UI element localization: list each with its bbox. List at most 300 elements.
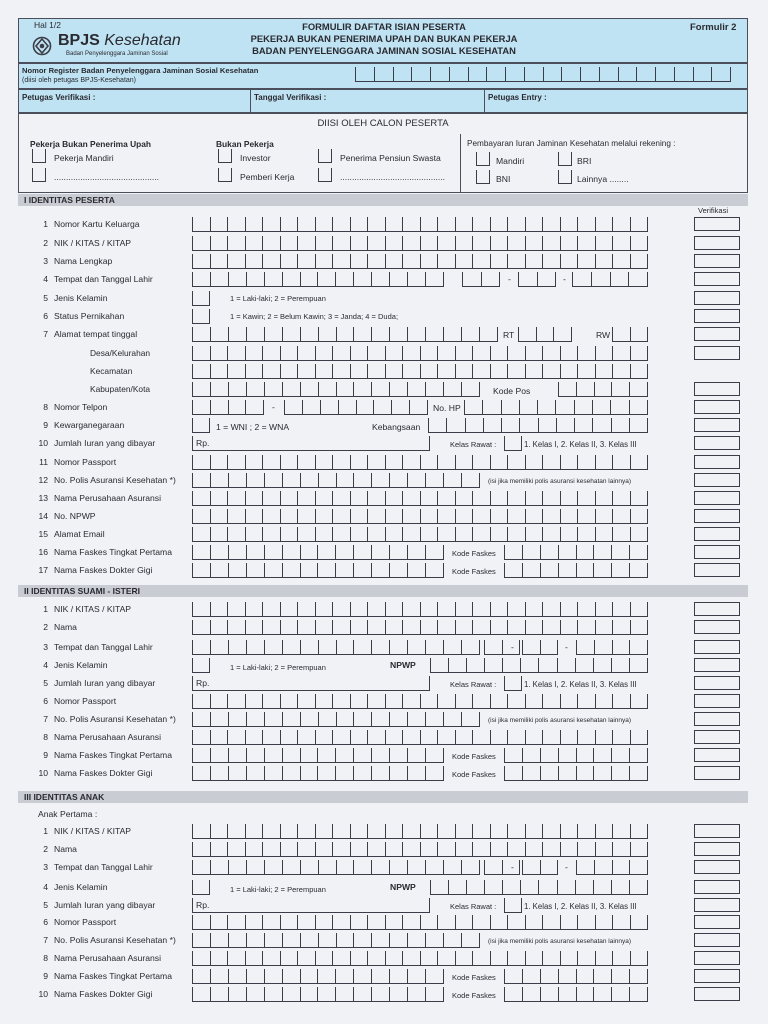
digit-cell[interactable]: [560, 509, 578, 523]
digit-cell[interactable]: [192, 563, 210, 577]
digit-cell[interactable]: [630, 509, 649, 523]
digit-cell[interactable]: [507, 602, 525, 616]
digit-cell[interactable]: [227, 254, 245, 268]
digit-cell[interactable]: [282, 712, 300, 726]
digit-cell[interactable]: [280, 254, 298, 268]
verifikasi-box[interactable]: [694, 824, 740, 838]
digit-cell[interactable]: [630, 824, 649, 838]
digit-cell[interactable]: [522, 748, 540, 762]
digit-cell[interactable]: [425, 563, 444, 577]
digit-cell[interactable]: [540, 640, 559, 654]
digit-cell[interactable]: [466, 880, 484, 894]
digit-cell[interactable]: [297, 824, 315, 838]
digit-cell[interactable]: [210, 842, 228, 856]
digit-cell[interactable]: [630, 254, 649, 268]
tanggal-month-cells[interactable]: [522, 640, 558, 655]
digit-cell[interactable]: [465, 418, 483, 432]
digit-cell[interactable]: [367, 364, 385, 378]
digit-cell[interactable]: [315, 620, 333, 634]
digit-cell[interactable]: [227, 527, 245, 541]
digit-cell[interactable]: [420, 824, 438, 838]
digit-cell[interactable]: [558, 748, 576, 762]
digit-cell[interactable]: [353, 640, 371, 654]
digit-cell[interactable]: [593, 987, 611, 1001]
digit-cell[interactable]: [297, 527, 315, 541]
digit-cell[interactable]: [472, 217, 490, 231]
digit-cell[interactable]: [371, 563, 389, 577]
digit-cell[interactable]: [448, 880, 466, 894]
digit-cell[interactable]: [553, 327, 572, 341]
digit-cell[interactable]: [437, 346, 455, 360]
digit-cell[interactable]: [455, 730, 473, 744]
digit-cell[interactable]: [353, 327, 371, 341]
digit-cell[interactable]: [591, 272, 610, 286]
digit-cell[interactable]: [385, 730, 403, 744]
digit-cell[interactable]: [367, 509, 385, 523]
digit-cell[interactable]: [353, 473, 371, 487]
digit-cell[interactable]: [629, 860, 648, 874]
digit-cell[interactable]: [371, 382, 389, 396]
digit-cell[interactable]: [227, 824, 245, 838]
kelas-rawat-cell[interactable]: [504, 436, 522, 451]
digit-cell[interactable]: [385, 694, 403, 708]
digit-cell[interactable]: [612, 327, 630, 341]
digit-cell[interactable]: [560, 527, 578, 541]
passport-cells[interactable]: [192, 694, 648, 709]
digit-cell[interactable]: [420, 730, 438, 744]
digit-cell[interactable]: [371, 327, 389, 341]
digit-cell[interactable]: [407, 563, 425, 577]
digit-cell[interactable]: [630, 730, 649, 744]
digit-cell[interactable]: [210, 272, 228, 286]
kode-faskes-cells[interactable]: [504, 987, 648, 1002]
register-number-cells[interactable]: [355, 67, 731, 82]
digit-cell[interactable]: [264, 327, 282, 341]
digit-cell[interactable]: [437, 254, 455, 268]
digit-cell[interactable]: [558, 766, 576, 780]
digit-cell[interactable]: [315, 254, 333, 268]
digit-cell[interactable]: [389, 860, 407, 874]
digit-cell[interactable]: [490, 951, 508, 965]
digit-cell[interactable]: [300, 748, 318, 762]
digit-cell[interactable]: [519, 400, 537, 414]
digit-cell[interactable]: [455, 915, 473, 929]
digit-cell[interactable]: [490, 915, 508, 929]
tanggal-year-cells[interactable]: [572, 272, 648, 287]
digit-cell[interactable]: [629, 987, 648, 1001]
digit-cell[interactable]: [262, 217, 280, 231]
digit-cell[interactable]: [227, 620, 245, 634]
digit-cell[interactable]: [425, 327, 443, 341]
digit-cell[interactable]: [504, 898, 522, 912]
tempat-lahir-cells[interactable]: [192, 640, 480, 655]
digit-cell[interactable]: [402, 951, 420, 965]
digit-cell[interactable]: [504, 545, 522, 559]
verifikasi-box[interactable]: [694, 473, 740, 487]
digit-cell[interactable]: [630, 217, 649, 231]
digit-cell[interactable]: [437, 217, 455, 231]
bank-mandiri-checkbox[interactable]: [476, 152, 490, 166]
digit-cell[interactable]: [437, 527, 455, 541]
digit-cell[interactable]: [611, 658, 629, 672]
digit-cell[interactable]: [210, 766, 228, 780]
digit-cell[interactable]: [315, 951, 333, 965]
digit-cell[interactable]: [575, 880, 593, 894]
digit-cell[interactable]: [262, 527, 280, 541]
digit-cell[interactable]: [280, 491, 298, 505]
digit-cell[interactable]: [522, 860, 540, 874]
digit-cell[interactable]: [210, 236, 228, 250]
kartu-keluarga-cells[interactable]: [192, 217, 648, 232]
digit-cell[interactable]: [282, 987, 300, 1001]
digit-cell[interactable]: [560, 455, 578, 469]
digit-cell[interactable]: [443, 473, 461, 487]
npwp-cells[interactable]: [430, 658, 648, 673]
digit-cell[interactable]: [490, 694, 508, 708]
digit-cell[interactable]: [192, 364, 210, 378]
digit-cell[interactable]: [630, 915, 649, 929]
pekerja-mandiri-checkbox[interactable]: [32, 149, 46, 163]
digit-cell[interactable]: [425, 473, 443, 487]
digit-cell[interactable]: [542, 951, 560, 965]
digit-cell[interactable]: [336, 640, 354, 654]
digit-cell[interactable]: [318, 640, 336, 654]
digit-cell[interactable]: [318, 327, 336, 341]
nik-cells[interactable]: [192, 602, 648, 617]
digit-cell[interactable]: [525, 491, 543, 505]
verifikasi-box[interactable]: [694, 254, 740, 268]
digit-cell[interactable]: [540, 748, 558, 762]
verifikasi-box[interactable]: [694, 491, 740, 505]
digit-cell[interactable]: [227, 217, 245, 231]
digit-cell[interactable]: [595, 527, 613, 541]
digit-cell[interactable]: [335, 272, 353, 286]
digit-cell[interactable]: [502, 658, 520, 672]
verifikasi-box[interactable]: [694, 236, 740, 250]
digit-cell[interactable]: [350, 509, 368, 523]
digit-cell[interactable]: [262, 915, 280, 929]
digit-cell[interactable]: [507, 620, 525, 634]
digit-cell[interactable]: [332, 491, 350, 505]
verifikasi-box[interactable]: [694, 346, 740, 360]
verifikasi-box[interactable]: [694, 527, 740, 541]
digit-cell[interactable]: [595, 620, 613, 634]
digit-cell[interactable]: [611, 382, 629, 396]
digit-cell[interactable]: [560, 491, 578, 505]
digit-cell[interactable]: [577, 694, 595, 708]
digit-cell[interactable]: [455, 509, 473, 523]
digit-cell[interactable]: [350, 915, 368, 929]
digit-cell[interactable]: [192, 694, 210, 708]
digit-cell[interactable]: [612, 620, 630, 634]
jenis-kelamin-cell[interactable]: [192, 291, 210, 306]
digit-cell[interactable]: [192, 658, 210, 672]
digit-cell[interactable]: [210, 860, 228, 874]
digit-cell[interactable]: [228, 382, 246, 396]
digit-cell[interactable]: [332, 620, 350, 634]
digit-cell[interactable]: [507, 236, 525, 250]
digit-cell[interactable]: [210, 217, 228, 231]
digit-cell[interactable]: [490, 527, 508, 541]
polis-cells[interactable]: [192, 933, 480, 948]
digit-cell[interactable]: [262, 694, 280, 708]
verifikasi-box[interactable]: [694, 382, 740, 396]
digit-cell[interactable]: [504, 748, 522, 762]
digit-cell[interactable]: [542, 694, 560, 708]
digit-cell[interactable]: [501, 418, 519, 432]
verifikasi-box[interactable]: [694, 676, 740, 690]
digit-cell[interactable]: [315, 694, 333, 708]
digit-cell[interactable]: [420, 842, 438, 856]
digit-cell[interactable]: [437, 364, 455, 378]
digit-cell[interactable]: [210, 400, 228, 414]
digit-cell[interactable]: [507, 364, 525, 378]
passport-cells[interactable]: [192, 915, 648, 930]
digit-cell[interactable]: [593, 969, 611, 983]
digit-cell[interactable]: [611, 766, 629, 780]
digit-cell[interactable]: [280, 620, 298, 634]
digit-cell[interactable]: [577, 509, 595, 523]
tanggal-day-cells[interactable]: [484, 640, 520, 655]
digit-cell[interactable]: [593, 545, 611, 559]
digit-cell[interactable]: [389, 640, 407, 654]
perusahaan-asuransi-cells[interactable]: [192, 951, 648, 966]
digit-cell[interactable]: [630, 327, 649, 341]
digit-cell[interactable]: [335, 766, 353, 780]
digit-cell[interactable]: [300, 640, 318, 654]
digit-cell[interactable]: [317, 987, 335, 1001]
digit-cell[interactable]: [630, 455, 649, 469]
digit-cell[interactable]: [611, 969, 629, 983]
digit-cell[interactable]: [437, 455, 455, 469]
digit-cell[interactable]: [538, 418, 556, 432]
digit-cell[interactable]: [350, 842, 368, 856]
digit-cell[interactable]: [595, 602, 613, 616]
tanggal-day-cells[interactable]: [462, 272, 500, 287]
digit-cell[interactable]: [407, 766, 425, 780]
digit-cell[interactable]: [192, 254, 210, 268]
digit-cell[interactable]: [353, 712, 371, 726]
digit-cell[interactable]: [455, 491, 473, 505]
digit-cell[interactable]: [507, 915, 525, 929]
digit-cell[interactable]: [507, 951, 525, 965]
digit-cell[interactable]: [437, 602, 455, 616]
digit-cell[interactable]: [577, 915, 595, 929]
digit-cell[interactable]: [192, 620, 210, 634]
kode-faskes-cells[interactable]: [504, 545, 648, 560]
digit-cell[interactable]: [540, 987, 558, 1001]
digit-cell[interactable]: [335, 563, 353, 577]
digit-cell[interactable]: [192, 951, 210, 965]
digit-cell[interactable]: [367, 824, 385, 838]
digit-cell[interactable]: [595, 455, 613, 469]
digit-cell[interactable]: [350, 620, 368, 634]
digit-cell[interactable]: [525, 915, 543, 929]
digit-cell[interactable]: [525, 620, 543, 634]
digit-cell[interactable]: [246, 766, 264, 780]
digit-cell[interactable]: [505, 67, 524, 81]
digit-cell[interactable]: [280, 730, 298, 744]
digit-cell[interactable]: [371, 766, 389, 780]
digit-cell[interactable]: [576, 860, 594, 874]
digit-cell[interactable]: [472, 842, 490, 856]
digit-cell[interactable]: [593, 880, 611, 894]
digit-cell[interactable]: [507, 694, 525, 708]
digit-cell[interactable]: [353, 545, 371, 559]
digit-cell[interactable]: [502, 880, 520, 894]
digit-cell[interactable]: [367, 455, 385, 469]
digit-cell[interactable]: [402, 509, 420, 523]
digit-cell[interactable]: [577, 527, 595, 541]
digit-cell[interactable]: [557, 880, 575, 894]
digit-cell[interactable]: [560, 254, 578, 268]
digit-cell[interactable]: [210, 915, 228, 929]
digit-cell[interactable]: [228, 987, 246, 1001]
digit-cell[interactable]: [612, 824, 630, 838]
digit-cell[interactable]: [556, 418, 574, 432]
digit-cell[interactable]: [385, 842, 403, 856]
digit-cell[interactable]: [674, 67, 693, 81]
digit-cell[interactable]: [264, 748, 282, 762]
digit-cell[interactable]: [297, 491, 315, 505]
digit-cell[interactable]: [280, 455, 298, 469]
digit-cell[interactable]: [560, 694, 578, 708]
digit-cell[interactable]: [407, 987, 425, 1001]
digit-cell[interactable]: [297, 509, 315, 523]
digit-cell[interactable]: [504, 436, 522, 450]
digit-cell[interactable]: [350, 217, 368, 231]
digit-cell[interactable]: [629, 418, 648, 432]
tanggal-year-cells[interactable]: [576, 860, 648, 875]
digit-cell[interactable]: [504, 766, 522, 780]
digit-cell[interactable]: [612, 509, 630, 523]
digit-cell[interactable]: [540, 545, 558, 559]
digit-cell[interactable]: [402, 364, 420, 378]
rt-cells[interactable]: [518, 327, 572, 342]
digit-cell[interactable]: [246, 933, 264, 947]
digit-cell[interactable]: [538, 880, 556, 894]
digit-cell[interactable]: [595, 694, 613, 708]
digit-cell[interactable]: [245, 951, 263, 965]
digit-cell[interactable]: [611, 880, 629, 894]
digit-cell[interactable]: [577, 217, 595, 231]
digit-cell[interactable]: [389, 382, 407, 396]
faskes-gigi-cells[interactable]: [192, 563, 444, 578]
digit-cell[interactable]: [612, 254, 630, 268]
digit-cell[interactable]: [336, 860, 354, 874]
digit-cell[interactable]: [425, 272, 444, 286]
digit-cell[interactable]: [227, 364, 245, 378]
digit-cell[interactable]: [228, 563, 246, 577]
digit-cell[interactable]: [490, 346, 508, 360]
digit-cell[interactable]: [350, 346, 368, 360]
digit-cell[interactable]: [210, 455, 228, 469]
telpon-cells[interactable]: [284, 400, 428, 415]
digit-cell[interactable]: [577, 602, 595, 616]
digit-cell[interactable]: [350, 527, 368, 541]
digit-cell[interactable]: [282, 272, 300, 286]
digit-cell[interactable]: [297, 455, 315, 469]
digit-cell[interactable]: [385, 915, 403, 929]
digit-cell[interactable]: [455, 455, 473, 469]
perusahaan-asuransi-cells[interactable]: [192, 491, 648, 506]
digit-cell[interactable]: [428, 418, 446, 432]
digit-cell[interactable]: [542, 217, 560, 231]
digit-cell[interactable]: [461, 712, 480, 726]
digit-cell[interactable]: [561, 67, 580, 81]
digit-cell[interactable]: [300, 473, 318, 487]
digit-cell[interactable]: [560, 620, 578, 634]
digit-cell[interactable]: [210, 364, 228, 378]
digit-cell[interactable]: [192, 491, 210, 505]
digit-cell[interactable]: [461, 860, 480, 874]
digit-cell[interactable]: [468, 67, 487, 81]
passport-cells[interactable]: [192, 455, 648, 470]
digit-cell[interactable]: [300, 327, 318, 341]
verifikasi-box[interactable]: [694, 602, 740, 616]
digit-cell[interactable]: [577, 455, 595, 469]
digit-cell[interactable]: [612, 217, 630, 231]
digit-cell[interactable]: [317, 969, 335, 983]
digit-cell[interactable]: [472, 254, 490, 268]
digit-cell[interactable]: [245, 620, 263, 634]
digit-cell[interactable]: [629, 640, 648, 654]
digit-cell[interactable]: [210, 527, 228, 541]
verifikasi-box[interactable]: [694, 400, 740, 414]
digit-cell[interactable]: [612, 236, 630, 250]
digit-cell[interactable]: [612, 364, 630, 378]
digit-cell[interactable]: [560, 364, 578, 378]
digit-cell[interactable]: [389, 563, 407, 577]
digit-cell[interactable]: [210, 951, 228, 965]
iuran-field[interactable]: Rp.: [192, 898, 430, 913]
digit-cell[interactable]: [629, 748, 648, 762]
digit-cell[interactable]: [228, 712, 246, 726]
digit-cell[interactable]: [282, 860, 300, 874]
verifikasi-box[interactable]: [694, 640, 740, 654]
digit-cell[interactable]: [524, 67, 543, 81]
digit-cell[interactable]: [525, 951, 543, 965]
digit-cell[interactable]: [297, 217, 315, 231]
digit-cell[interactable]: [448, 658, 466, 672]
digit-cell[interactable]: [246, 748, 264, 762]
digit-cell[interactable]: [525, 602, 543, 616]
digit-cell[interactable]: [353, 563, 371, 577]
digit-cell[interactable]: [437, 730, 455, 744]
digit-cell[interactable]: [245, 364, 263, 378]
digit-cell[interactable]: [628, 272, 648, 286]
digit-cell[interactable]: [575, 658, 593, 672]
digit-cell[interactable]: [318, 860, 336, 874]
kode-faskes-cells[interactable]: [504, 766, 648, 781]
digit-cell[interactable]: [407, 272, 425, 286]
digit-cell[interactable]: [280, 217, 298, 231]
digit-cell[interactable]: [594, 382, 612, 396]
digit-cell[interactable]: [315, 236, 333, 250]
kode-faskes-cells[interactable]: [504, 563, 648, 578]
digit-cell[interactable]: [245, 346, 263, 360]
digit-cell[interactable]: [479, 327, 498, 341]
digit-cell[interactable]: [192, 272, 210, 286]
digit-cell[interactable]: [455, 824, 473, 838]
digit-cell[interactable]: [420, 455, 438, 469]
digit-cell[interactable]: [300, 987, 318, 1001]
digit-cell[interactable]: [336, 473, 354, 487]
digit-cell[interactable]: [525, 236, 543, 250]
verifikasi-box[interactable]: [694, 694, 740, 708]
digit-cell[interactable]: [484, 860, 502, 874]
verifikasi-box[interactable]: [694, 730, 740, 744]
